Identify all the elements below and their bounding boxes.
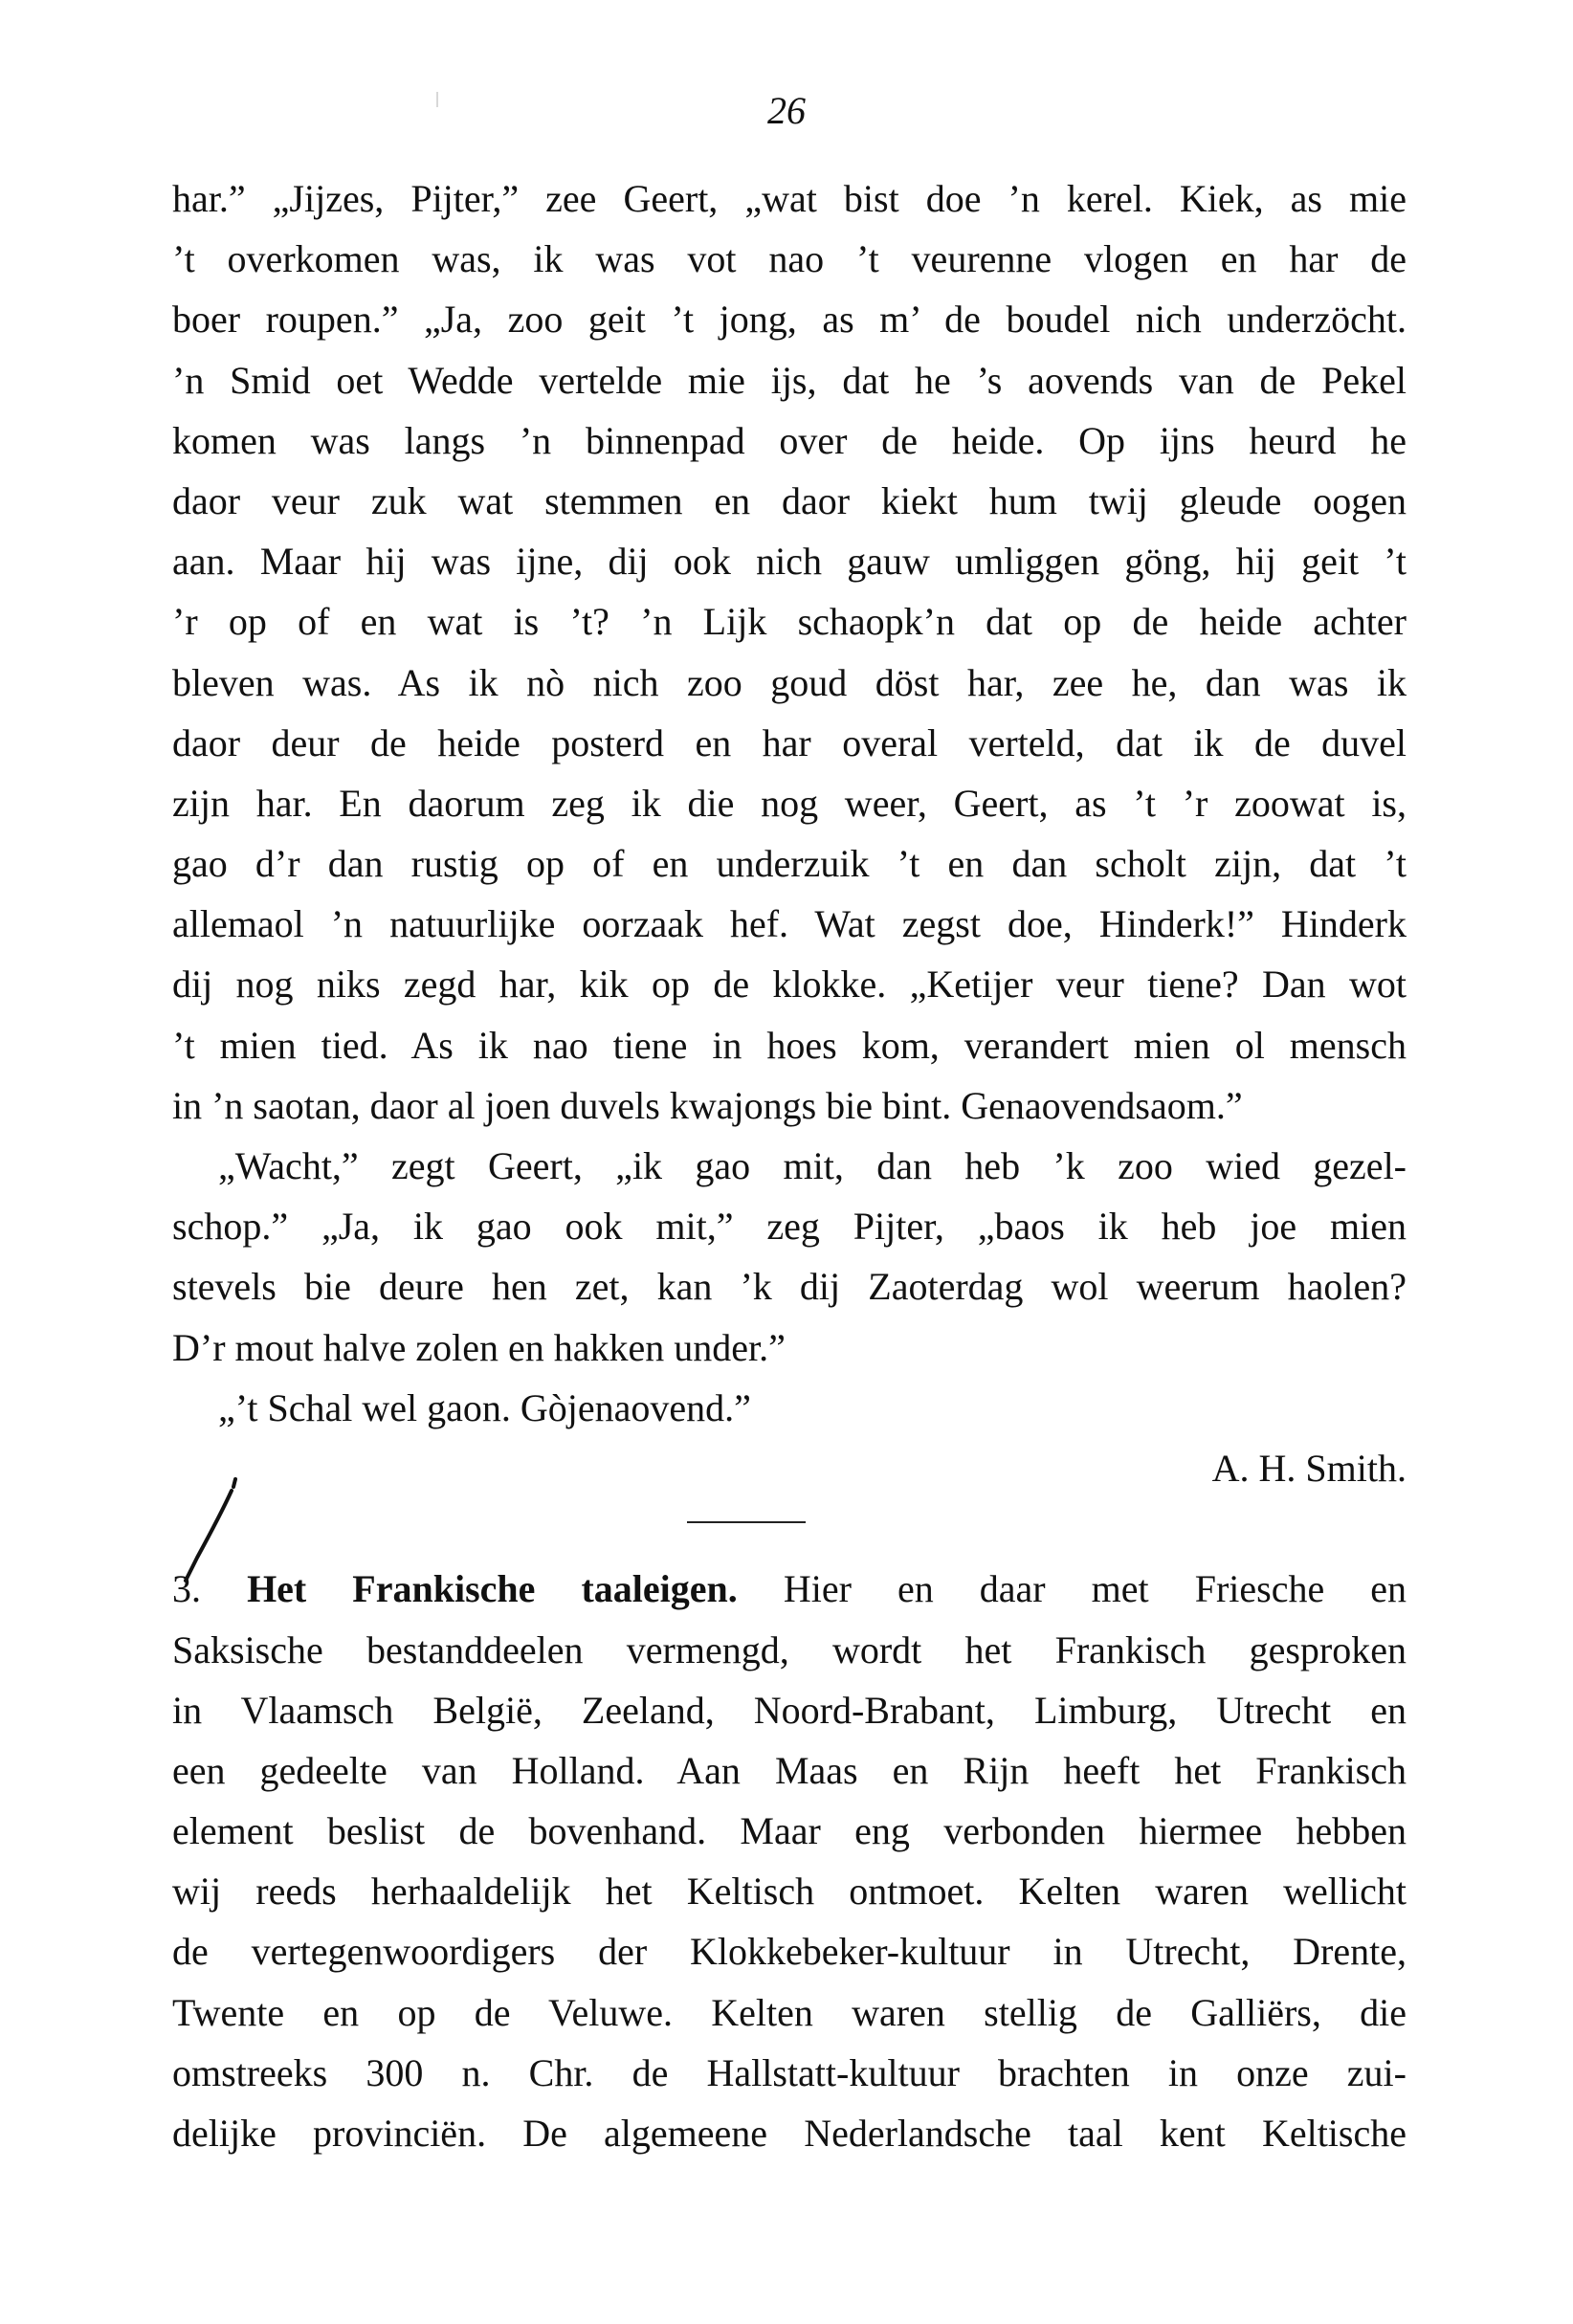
section-heading-line (172, 1559, 1407, 1619)
story-paragraph (172, 168, 1407, 1136)
text-line: allemaol ’n natuurlijke oorzaak hef. Wat zegst doe, Hinderk!” Hinderk (172, 902, 1407, 946)
text-line: ’n Smid oet Wedde vertelde mie ijs, dat he ’s aovends van de Pekel (172, 358, 1407, 402)
text-line: omstreeks 300 n. Chr. de Hallstatt-kultuur brachten in onze zui- (172, 2050, 1407, 2094)
page-number: 26 (767, 89, 806, 132)
text-line: een gedeelte van Holland. Aan Maas en Rijn heeft het Frankisch (172, 1748, 1407, 1792)
pencil-slash-mark (176, 1473, 253, 1588)
text-line: aan. Maar hij was ijne, dij ook nich gauw umliggen göng, hij geit ’t (172, 540, 1407, 584)
text-line: schop.” „Ja, ik gao ook mit,” zeg Pijter, „baos ik heb joe mien (172, 1205, 1407, 1249)
text-line: wij reeds herhaaldelijk het Keltisch ontmoet. Kelten waren wellicht (172, 1870, 1407, 1914)
text-line: ’r op of en wat is ’t? ’n Lijk schaopk’n dat op de heide achter (172, 600, 1407, 644)
section-divider (172, 1498, 1407, 1559)
text-line: in ’n saotan, daor al joen duvels kwajongs bie bint. Genaovendsaom.” (172, 1083, 1243, 1127)
text-line: ’t mien tied. As ik nao tiene in hoes kom, verandert mien ol mensch (172, 1023, 1407, 1067)
text-line: de vertegenwoordigers der Klokkebeker-kultuur in Utrecht, Drente, (172, 1930, 1407, 1974)
text-line: „Wacht,” zegt Geert, „ik gao mit, dan heb ’k zoo wied gezel- (218, 1144, 1407, 1187)
body-text (172, 168, 1407, 2163)
text-line: dij nog niks zegd har, kik op de klokke. „Ketijer veur tiene? Dan wot (172, 963, 1407, 1007)
text-line: komen was langs ’n binnenpad over de heide. Op ijns heurd he (172, 418, 1407, 462)
text-line: ’t overkomen was, ik was vot nao ’t veurenne vlogen en har de (172, 237, 1407, 281)
text-line: daor veur zuk wat stemmen en daor kiekt hum twij gleude oogen (172, 478, 1407, 522)
text-line: daor deur de heide posterd en har overal verteld, dat ik de duvel (172, 720, 1407, 764)
text-line: bleven was. As ik nò nich zoo goud döst har, zee he, dan was ik (172, 660, 1407, 704)
text-line: har.” „Jijzes, Pijter,” zee Geert, „wat bist doe ’n kerel. Kiek, as mie (172, 177, 1407, 220)
text-line: element beslist de bovenhand. Maar eng verbonden hiermee hebben (172, 1809, 1407, 1853)
text-line: stevels bie deure hen zet, kan ’k dij Zaoterdag wol weerum haolen? (172, 1265, 1407, 1309)
text-line: in Vlaamsch België, Zeeland, Noord-Brabant, Limburg, Utrecht en (172, 1688, 1407, 1732)
text-line: zijn har. En daorum zeg ik die nog weer, Geert, as ’t ’r zoowat is, (172, 781, 1407, 825)
dialogue-paragraph (172, 1136, 1407, 1378)
text-line: gao d’r dan rustig op of en underzuik ’t en dan scholt zijn, dat ’t (172, 842, 1407, 886)
text-line: Saksische bestanddeelen vermengd, wordt het Frankisch gesproken (172, 1627, 1407, 1671)
text-line: boer roupen.” „Ja, zoo geit ’t jong, as m’ de boudel nich underzöcht. (172, 298, 1407, 342)
closing-line: „’t Schal wel gaon. Gòjenaovend.” (218, 1385, 751, 1429)
author-signature: A. H. Smith. (1211, 1446, 1407, 1490)
section-title: Het Frankische taaleigen. (247, 1567, 738, 1611)
section-paragraph (172, 1559, 1407, 2163)
section-first-line-text: Hier en daar met Friesche en (783, 1567, 1407, 1611)
text-line: D’r mout halve zolen en hakken under.” (172, 1325, 786, 1369)
text-line: delijke provinciën. De algemeene Nederlandsche taal kent Keltische (172, 2112, 1407, 2155)
text-line: Twente en op de Veluwe. Kelten waren stellig de Galliërs, die (172, 1990, 1407, 2034)
section-number: 3. (172, 1567, 201, 1611)
